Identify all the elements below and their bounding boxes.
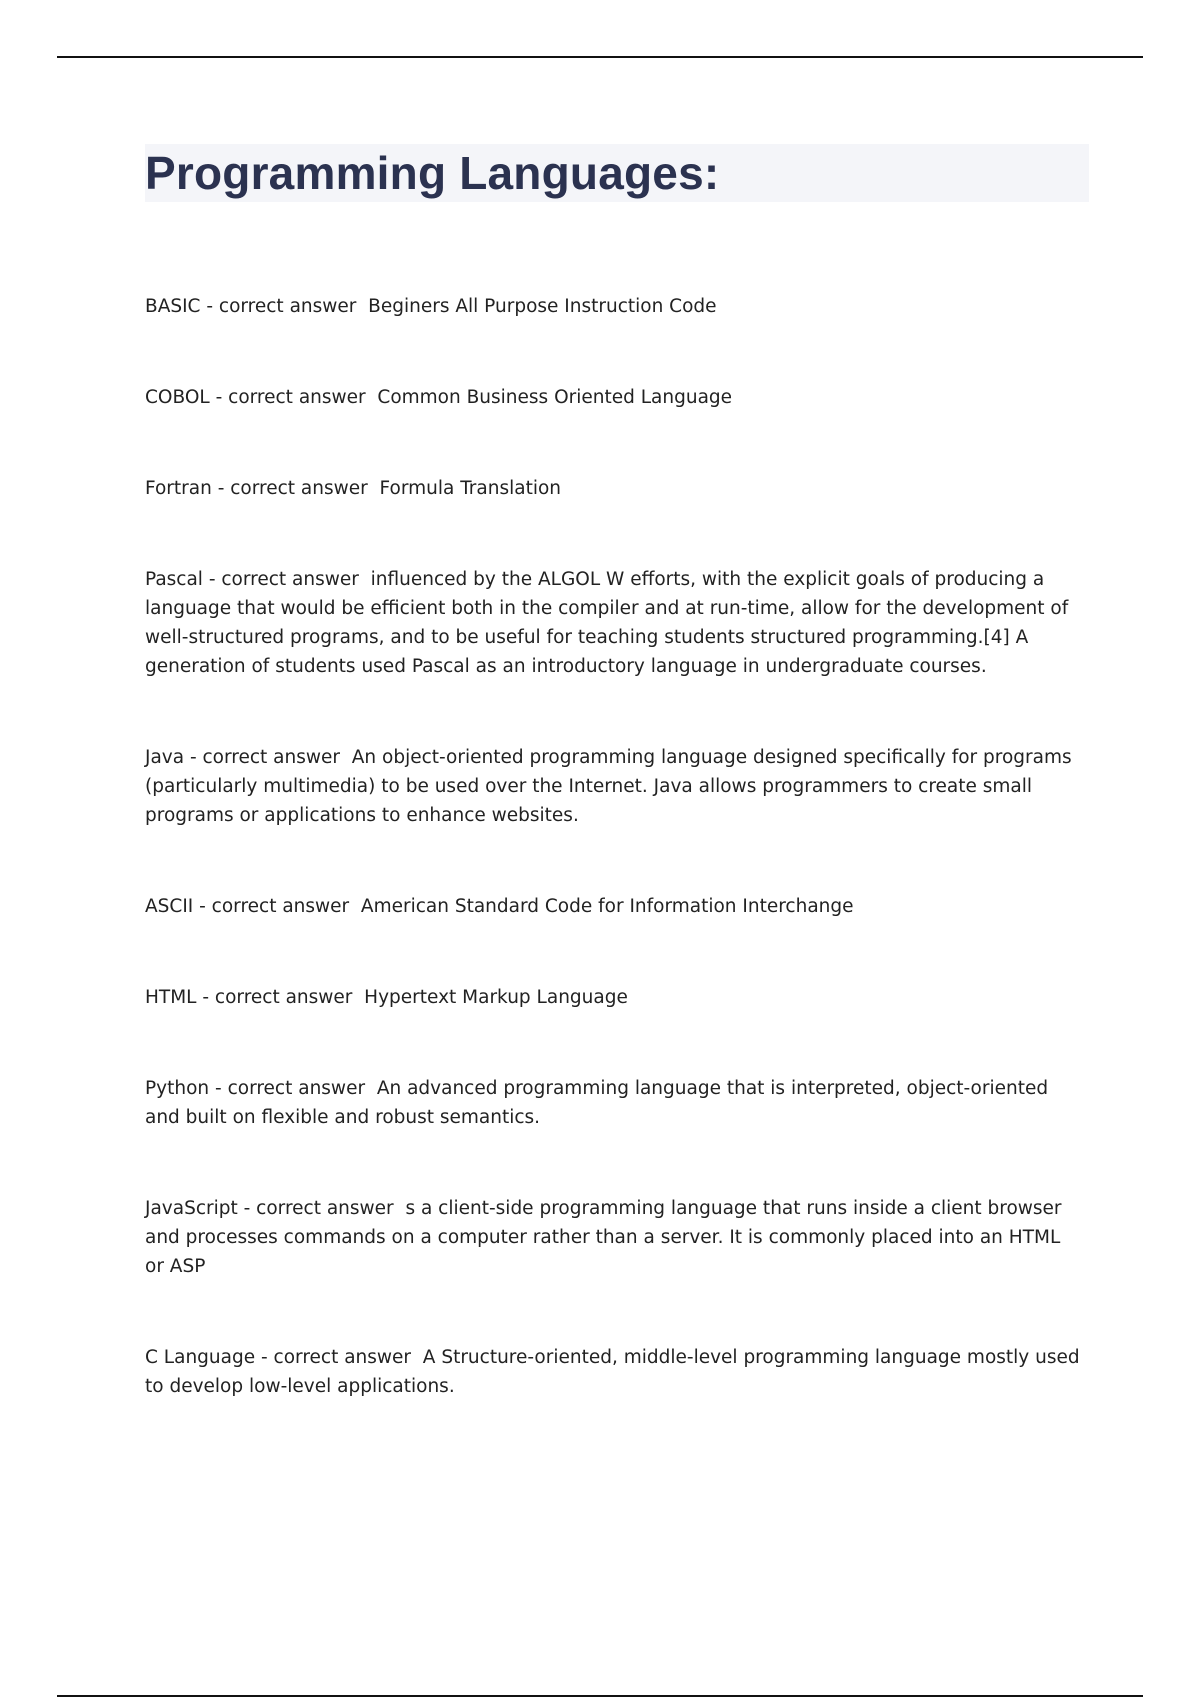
term: Java (145, 747, 185, 768)
term: Python (145, 1078, 210, 1099)
definition: Beginers All Purpose Instruction Code (368, 296, 717, 317)
definition: Common Business Oriented Language (377, 387, 733, 408)
term: HTML (145, 987, 197, 1008)
definition: An object-oriented programming language designed specifically for programs (particularly multimedia) to be used over the Internet. Java allows programmers to create small programs or applications to enhance websites. (145, 747, 1078, 826)
definition-entry-javascript (145, 1194, 1085, 1281)
separator: - correct answer (196, 987, 365, 1008)
definition: s a client-side programming language that runs inside a client browser and processes commands on a computer rather than a server. It is commonly placed into an HTML or ASP (145, 1198, 1068, 1277)
term: Fortran (145, 478, 212, 499)
term: ASCII (145, 896, 194, 917)
definition-entry-basic (145, 292, 1085, 321)
definition: influenced by the ALGOL W efforts, with the explicit goals of producing a language that would be efficient both in the compiler and at run-time, allow for the development of well-structured programs, and to be useful for teaching students structured programming.[4] A generation of students used Pascal as an introductory language in undergraduate courses. (145, 569, 1075, 677)
term: C Language (145, 1347, 256, 1368)
top-rule (57, 56, 1143, 58)
definition-entry-html (145, 983, 1085, 1012)
separator: - correct answer (193, 896, 361, 917)
separator: - correct answer (255, 1347, 423, 1368)
definition: A Structure-oriented, middle-level programming language mostly used to develop low-level applications. (145, 1347, 1086, 1397)
separator: - correct answer (211, 478, 380, 499)
separator: - correct answer (209, 1078, 377, 1099)
definitions-list (145, 292, 1085, 1463)
definition-entry-pascal (145, 565, 1085, 681)
definition-entry-cobol (145, 383, 1085, 412)
separator: - correct answer (200, 296, 369, 317)
separator: - correct answer (237, 1198, 406, 1219)
definition-entry-java (145, 743, 1085, 830)
definition-entry-ascii (145, 892, 1085, 921)
definition-entry-c-language (145, 1343, 1085, 1401)
definition-entry-python (145, 1074, 1085, 1132)
definition: Formula Translation (379, 478, 562, 499)
definition: Hypertext Markup Language (364, 987, 628, 1008)
page-title: Programming Languages: (145, 147, 720, 199)
separator: - correct answer (202, 569, 371, 590)
definition: American Standard Code for Information Interchange (360, 896, 854, 917)
term: BASIC (145, 296, 201, 317)
bottom-rule (57, 1695, 1143, 1697)
term: JavaScript (145, 1198, 238, 1219)
definition: An advanced programming language that is interpreted, object-oriented and built on flexible and robust semantics. (145, 1078, 1054, 1128)
separator: - correct answer (209, 387, 378, 408)
term: COBOL (145, 387, 210, 408)
definition-entry-fortran (145, 474, 1085, 503)
separator: - correct answer (184, 747, 352, 768)
term: Pascal (145, 569, 203, 590)
